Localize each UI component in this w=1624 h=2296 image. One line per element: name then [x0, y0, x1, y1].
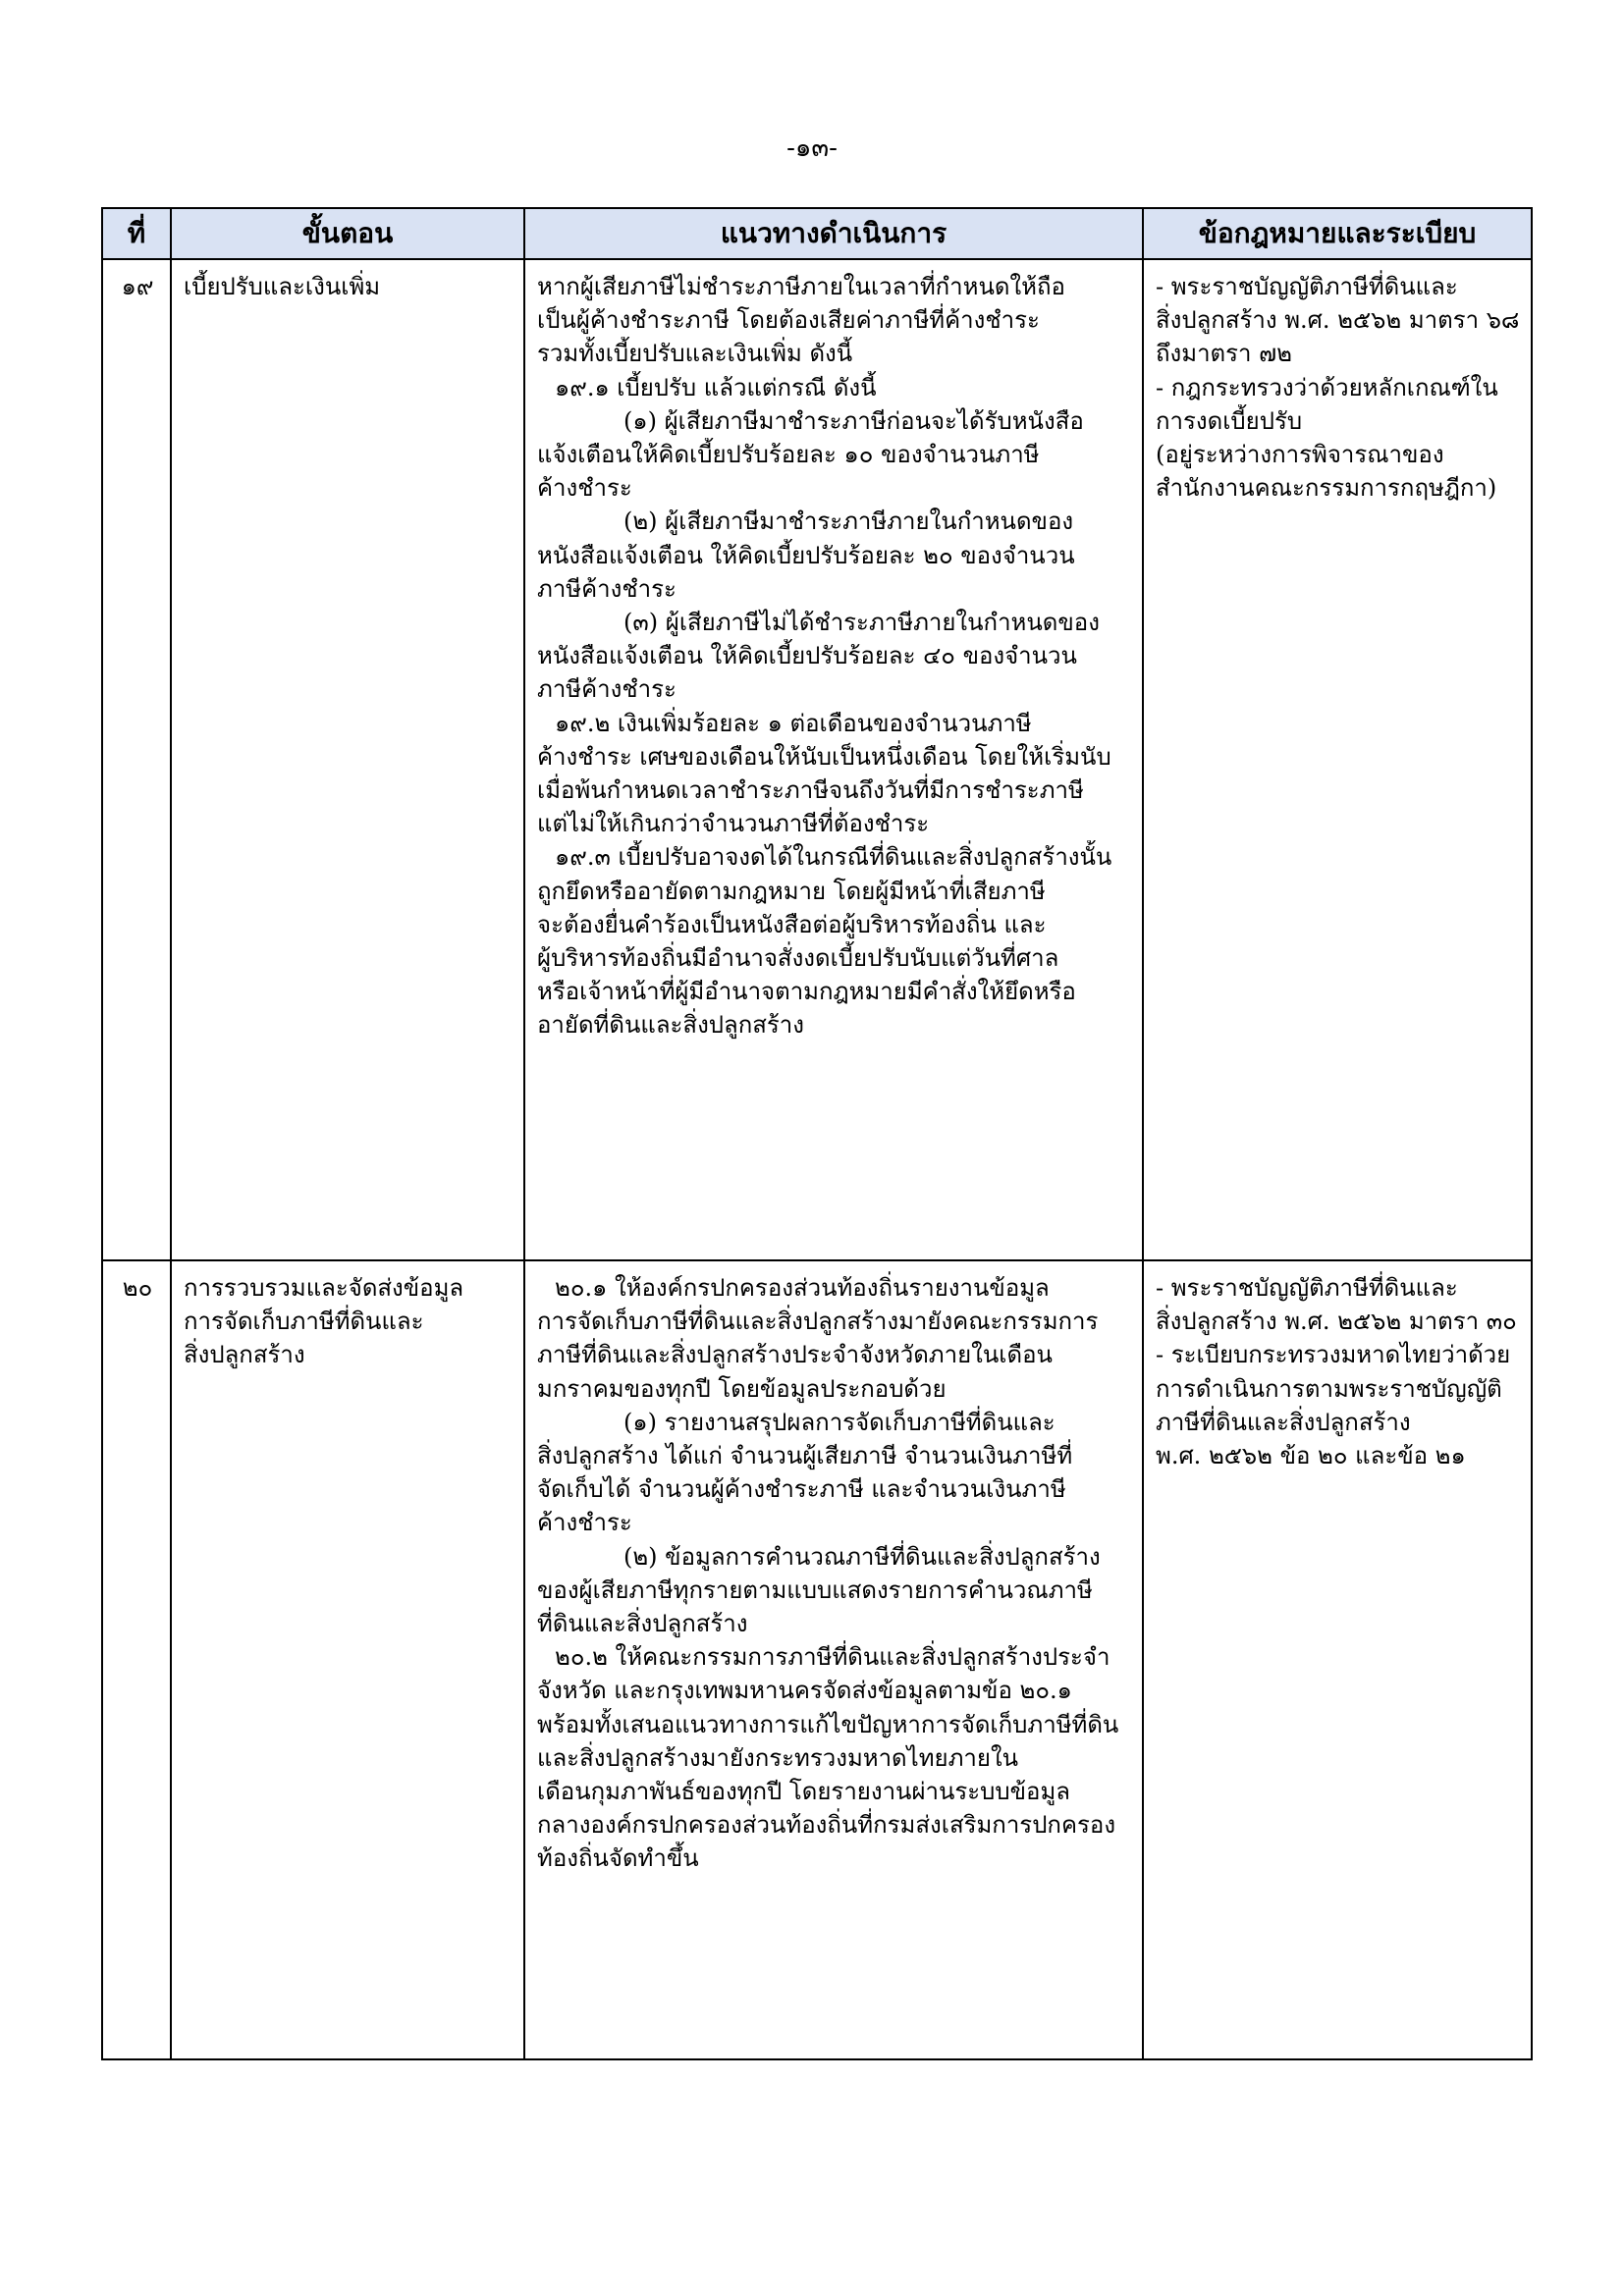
text-line: ภาษีที่ดินและสิ่งปลูกสร้างประจำจังหวัดภายในเดือน [537, 1341, 1053, 1369]
text-line: (๑) รายงานสรุปผลการจัดเก็บภาษีที่ดินและ [623, 1408, 1056, 1436]
text-line: รวมทั้งเบี้ยปรับและเงินเพิ่ม ดังนี้ [537, 340, 853, 368]
text-line: - พระราชบัญญัติภาษีที่ดินและ [1156, 273, 1458, 300]
text-line: การจัดเก็บภาษีที่ดินและ [184, 1308, 424, 1336]
header-law: ข้อกฎหมายและระเบียบ [1143, 208, 1532, 259]
text-line: การงดเบี้ยปรับ [1156, 406, 1303, 435]
text-line: ๑๙.๓ เบี้ยปรับอาจงดได้ในกรณีที่ดินและสิ่งปลูกสร้างนั้น [555, 843, 1112, 872]
text-line: พ.ศ. ๒๕๖๒ ข้อ ๒๐ และข้อ ๒๑ [1156, 1442, 1466, 1470]
row-number: ๑๙ [102, 259, 171, 1260]
table-row [102, 1260, 1532, 2059]
text-line: มกราคมของทุกปี โดยข้อมูลประกอบด้วย [537, 1374, 947, 1403]
text-line: ผู้บริหารท้องถิ่นมีอำนาจสั่งงดเบี้ยปรับนับแต่วันที่ศาล [537, 944, 1059, 973]
law-cell [1143, 259, 1532, 1260]
text-line: - กฎกระทรวงว่าด้วยหลักเกณฑ์ใน [1156, 373, 1498, 401]
procedure-table [101, 207, 1533, 2060]
header-guideline: แนวทางดำเนินการ [524, 208, 1143, 259]
text-line: อายัดที่ดินและสิ่งปลูกสร้าง [537, 1011, 804, 1040]
guideline-cell [524, 1260, 1143, 2059]
text-line: แต่ไม่ให้เกินกว่าจำนวนภาษีที่ต้องชำระ [537, 810, 930, 838]
text-line: ค้างชำระ [537, 1509, 632, 1537]
row-number: ๒๐ [102, 1260, 171, 2059]
text-line: ๒๐.๑ ให้องค์กรปกครองส่วนท้องถิ่นรายงานข้อมูล [555, 1274, 1050, 1302]
text-line: ๒๐.๒ ให้คณะกรรมการภาษีที่ดินและสิ่งปลูกสร้างประจำ [555, 1643, 1110, 1672]
text-line: ค้างชำระ เศษของเดือนให้นับเป็นหนึ่งเดือน โดยให้เริ่มนับ [537, 742, 1111, 771]
text-line: และสิ่งปลูกสร้างมายังกระทรวงมหาดไทยภายใน [537, 1743, 1019, 1772]
text-line: การจัดเก็บภาษีที่ดินและสิ่งปลูกสร้างมายังคณะกรรมการ [537, 1308, 1099, 1336]
text-line: เป็นผู้ค้างชำระภาษี โดยต้องเสียค่าภาษีที่ค้างชำระ [537, 306, 1040, 335]
text-line: (๓) ผู้เสียภาษีไม่ได้ชำระภาษีภายในกำหนดของ [623, 609, 1100, 637]
text-line: ๑๙.๑ เบี้ยปรับ แล้วแต่กรณี ดังนี้ [555, 373, 877, 401]
header-step: ขั้นตอน [171, 208, 524, 259]
text-line: (๑) ผู้เสียภาษีมาชำระภาษีก่อนจะได้รับหนังสือ [623, 406, 1084, 435]
text-line: หากผู้เสียภาษีไม่ชำระภาษีภายในเวลาที่กำหนดให้ถือ [537, 273, 1065, 300]
step-cell [171, 259, 524, 1260]
text-line: การดำเนินการตามพระราชบัญญัติ [1156, 1374, 1502, 1403]
text-line: - ระเบียบกระทรวงมหาดไทยว่าด้วย [1156, 1341, 1511, 1369]
text-line: สิ่งปลูกสร้าง พ.ศ. ๒๕๖๒ มาตรา ๖๘ [1156, 306, 1520, 335]
text-line: สิ่งปลูกสร้าง [184, 1341, 305, 1369]
text-line: หรือเจ้าหน้าที่ผู้มีอำนาจตามกฎหมายมีคำสั่งให้ยึดหรือ [537, 978, 1076, 1006]
text-line: เดือนกุมภาพันธ์ของทุกปี โดยรายงานผ่านระบบข้อมูล [537, 1778, 1070, 1806]
text-line: สำนักงานคณะกรรมการกฤษฎีกา) [1156, 474, 1497, 503]
text-line: ๑๙.๒ เงินเพิ่มร้อยละ ๑ ต่อเดือนของจำนวนภาษี [555, 709, 1032, 737]
text-line: แจ้งเตือนให้คิดเบี้ยปรับร้อยละ ๑๐ ของจำนวนภาษี [537, 441, 1040, 469]
text-line: พร้อมทั้งเสนอแนวทางการแก้ไขปัญหาการจัดเก็บภาษีที่ดิน [537, 1710, 1119, 1738]
text-line: ของผู้เสียภาษีทุกรายตามแบบแสดงรายการคำนวณภาษี [537, 1575, 1093, 1604]
text-line: (อยู่ระหว่างการพิจารณาของ [1156, 441, 1444, 469]
text-line: เบี้ยปรับและเงินเพิ่ม [184, 273, 381, 300]
guideline-cell [524, 259, 1143, 1260]
text-line: ภาษีที่ดินและสิ่งปลูกสร้าง [1156, 1408, 1411, 1436]
text-line: จะต้องยื่นคำร้องเป็นหนังสือต่อผู้บริหารท้องถิ่น และ [537, 910, 1047, 938]
table-row [102, 259, 1532, 1260]
text-line: - พระราชบัญญัติภาษีที่ดินและ [1156, 1274, 1458, 1302]
law-cell [1143, 1260, 1532, 2059]
text-line: ถูกยึดหรืออายัดตามกฎหมาย โดยผู้มีหน้าที่เสียภาษี [537, 877, 1046, 905]
text-line: ค้างชำระ [537, 474, 632, 503]
text-line: ท้องถิ่นจัดทำขึ้น [537, 1844, 699, 1873]
text-line: (๒) ผู้เสียภาษีมาชำระภาษีภายในกำหนดของ [623, 507, 1074, 536]
table-header-row [102, 208, 1532, 259]
text-line: ถึงมาตรา ๗๒ [1156, 340, 1292, 368]
text-line: หนังสือแจ้งเตือน ให้คิดเบี้ยปรับร้อยละ ๔๐ ของจำนวน [537, 642, 1077, 670]
step-cell [171, 1260, 524, 2059]
text-line: ภาษีค้างชำระ [537, 675, 677, 704]
text-line: กลางองค์กรปกครองส่วนท้องถิ่นที่กรมส่งเสริมการปกครอง [537, 1811, 1116, 1840]
header-no: ที่ [102, 208, 171, 259]
text-line: การรวบรวมและจัดส่งข้อมูล [184, 1274, 464, 1302]
text-line: ที่ดินและสิ่งปลูกสร้าง [537, 1610, 748, 1638]
text-line: สิ่งปลูกสร้าง พ.ศ. ๒๕๖๒ มาตรา ๓๐ [1156, 1308, 1517, 1336]
text-line: หนังสือแจ้งเตือน ให้คิดเบี้ยปรับร้อยละ ๒๐ ของจำนวน [537, 541, 1075, 569]
text-line: (๒) ข้อมูลการคำนวณภาษีที่ดินและสิ่งปลูกสร้าง [623, 1542, 1101, 1571]
text-line: จัดเก็บได้ จำนวนผู้ค้างชำระภาษี และจำนวนเงินภาษี [537, 1475, 1066, 1504]
text-line: จังหวัด และกรุงเทพมหานครจัดส่งข้อมูลตามข้อ ๒๐.๑ [537, 1677, 1072, 1705]
page-number: -๑๓- [786, 133, 838, 163]
text-line: สิ่งปลูกสร้าง ได้แก่ จำนวนผู้เสียภาษี จำนวนเงินภาษีที่ [537, 1442, 1073, 1470]
text-line: ภาษีค้างชำระ [537, 574, 677, 603]
text-line: เมื่อพ้นกำหนดเวลาชำระภาษีจนถึงวันที่มีการชำระภาษี [537, 776, 1084, 805]
